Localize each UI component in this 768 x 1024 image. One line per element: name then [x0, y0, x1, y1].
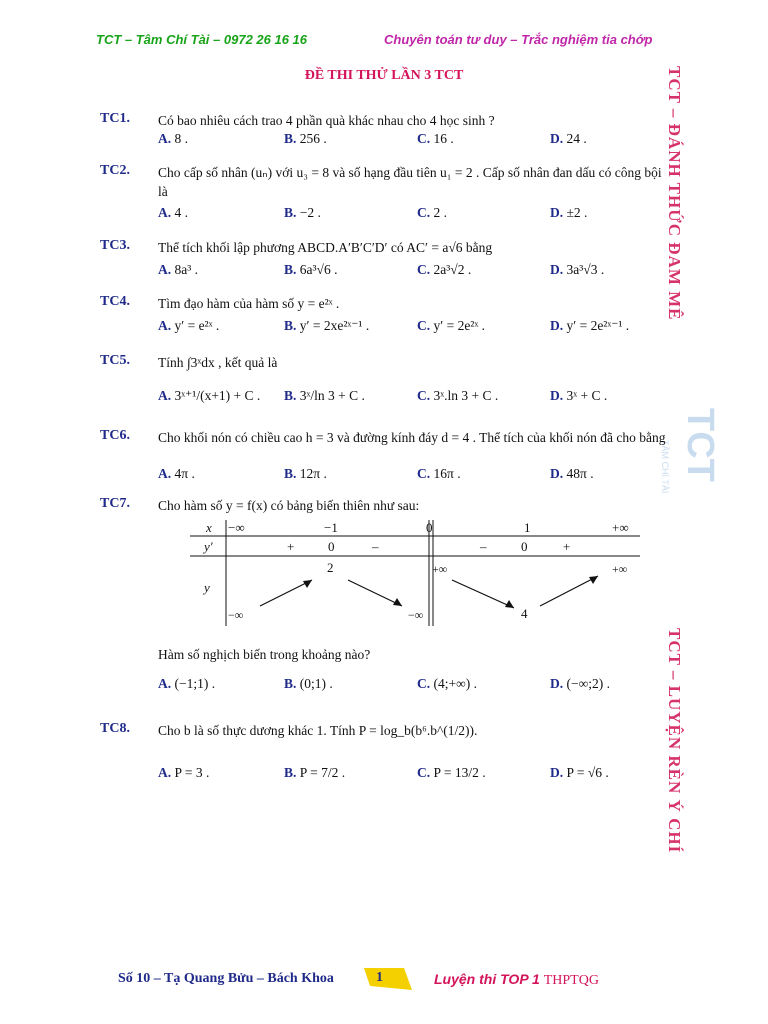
option-d[interactable]: D. y′ = 2e²ˣ⁻¹ .: [550, 318, 630, 333]
option-a[interactable]: A. y′ = e²ˣ .: [158, 318, 220, 333]
option-b[interactable]: B. y′ = 2xe²ˣ⁻¹ .: [284, 318, 370, 333]
x-val: −1: [324, 520, 338, 535]
question-label: TC7.: [100, 496, 130, 511]
question-text: Thể tích khối lập phương ABCD.A′B′C′D′ có AC′ = a√6 bằng: [158, 240, 493, 255]
option-a[interactable]: A. P = 3 .: [158, 765, 210, 780]
option-d[interactable]: D. 48π .: [550, 466, 594, 481]
question-text: Có bao nhiêu cách trao 4 phần quà khác nhau cho 4 học sinh ?: [158, 113, 495, 128]
y-val: −∞: [228, 608, 244, 622]
option-a[interactable]: A. 8 .: [158, 131, 188, 146]
option-d[interactable]: D. P = √6 .: [550, 765, 609, 780]
question-text: Tìm đạo hàm của hàm số y = e²ˣ .: [158, 296, 340, 311]
row-label-yprime: y′: [204, 539, 213, 554]
page-badge-shape: [364, 966, 412, 992]
question-text: Cho khối nón có chiều cao h = 3 và đường kính đáy d = 4 . Thể tích của khối nón đã cho bằng: [158, 430, 666, 445]
x-val: −∞: [228, 520, 245, 535]
exam-title: ĐỀ THI THỬ LẦN 3 TCT: [304, 68, 464, 83]
option-b[interactable]: B. (0;1) .: [284, 676, 333, 691]
watermark-logo: TCT: [679, 408, 721, 482]
page-number-badge: [364, 966, 412, 992]
sign: –: [372, 539, 379, 554]
question-text: Tính ∫3ˣdx , kết quả là: [158, 355, 278, 370]
header-left: [96, 32, 307, 47]
option-b[interactable]: B. P = 7/2 .: [284, 765, 346, 780]
footer-right-b: TOP 1: [500, 971, 544, 987]
option-c[interactable]: C. 2 .: [417, 205, 447, 220]
footer-right: [434, 971, 599, 989]
row-label-x: x: [206, 520, 212, 535]
sign: –: [480, 539, 487, 554]
question-text: Cho b là số thực dương khác 1. Tính P = log_b(b⁶.b^(1/2)).: [158, 723, 478, 738]
variation-table: [190, 518, 640, 628]
header-phone: 0972 26 16 16: [223, 32, 308, 47]
option-c[interactable]: C. 16π .: [417, 466, 461, 481]
y-val-min: 4: [521, 606, 528, 621]
option-c[interactable]: C. 2a³√2 .: [417, 262, 472, 277]
watermark-sub: TÂM CHÍ TÀI: [660, 440, 670, 494]
y-val: −∞: [408, 608, 424, 622]
option-b[interactable]: B. −2 .: [284, 205, 321, 220]
question-label: TC5.: [100, 353, 130, 368]
row-label-y: y: [204, 580, 210, 595]
option-c[interactable]: C. 16 .: [417, 131, 454, 146]
option-b[interactable]: B. 3ˣ/ln 3 + C .: [284, 388, 365, 403]
header-name: Tâm Chí Tài –: [135, 32, 224, 47]
question-label: TC1.: [100, 111, 130, 126]
option-d[interactable]: D. (−∞;2) .: [550, 676, 610, 691]
question-label: TC4.: [100, 294, 130, 309]
option-a[interactable]: A. 4 .: [158, 205, 188, 220]
option-b[interactable]: B. 6a³√6 .: [284, 262, 338, 277]
y-val-max: 2: [327, 560, 334, 575]
x-val: 1: [524, 520, 531, 535]
option-a[interactable]: A. 8a³ .: [158, 262, 199, 277]
header-right: Chuyên toán tư duy – Trắc nghiệm tia chớp: [384, 32, 653, 47]
option-a[interactable]: A. (−1;1) .: [158, 676, 216, 691]
question-label: TC6.: [100, 428, 130, 443]
question-label: TC8.: [100, 721, 130, 736]
option-d[interactable]: D. 24 .: [550, 131, 587, 146]
option-a[interactable]: A. 3ˣ⁺¹/(x+1) + C .: [158, 388, 261, 403]
option-b[interactable]: B. 256 .: [284, 131, 327, 146]
question-text: Cho cấp số nhân (uₙ) với u₃ = 8 và số hạng đầu tiên u₁ = 2 . Cấp số nhân đan dấu có công bội là: [158, 165, 662, 199]
y-val: +∞: [432, 562, 448, 576]
option-c[interactable]: C. y′ = 2e²ˣ .: [417, 318, 486, 333]
sign: +: [563, 539, 571, 554]
side-slogan-bottom: TCT – LUYỆN RÈN Ý CHÍ: [665, 628, 684, 854]
question-text: Cho hàm số y = f(x) có bảng biến thiên như sau:: [158, 498, 420, 513]
x-val: 0: [426, 520, 433, 535]
option-c[interactable]: C. P = 13/2 .: [417, 765, 486, 780]
option-c[interactable]: C. (4;+∞) .: [417, 676, 477, 691]
sign: 0: [521, 539, 528, 554]
footer-right-c: THPTQG: [543, 973, 599, 988]
footer-right-a: Luyện thi: [434, 971, 501, 987]
header-prefix: TCT –: [96, 32, 136, 47]
sign: +: [287, 539, 295, 554]
page-number: 1: [376, 970, 383, 985]
option-d[interactable]: D. 3ˣ + C .: [550, 388, 608, 403]
option-a[interactable]: A. 4π .: [158, 466, 195, 481]
sign: 0: [328, 539, 335, 554]
question-text-2: Hàm số nghịch biến trong khoảng nào?: [158, 647, 371, 662]
option-c[interactable]: C. 3ˣ.ln 3 + C .: [417, 388, 499, 403]
footer-address: Số 10 – Tạ Quang Bửu – Bách Khoa: [118, 971, 334, 986]
question-label: TC3.: [100, 238, 130, 253]
y-val: +∞: [612, 562, 628, 576]
option-d[interactable]: D. 3a³√3 .: [550, 262, 605, 277]
option-d[interactable]: D. ±2 .: [550, 205, 588, 220]
side-slogan-top: TCT – ĐÁNH THỨC ĐAM MÊ: [665, 66, 684, 321]
question-label: TC2.: [100, 163, 130, 178]
option-b[interactable]: B. 12π .: [284, 466, 327, 481]
x-val: +∞: [612, 520, 629, 535]
